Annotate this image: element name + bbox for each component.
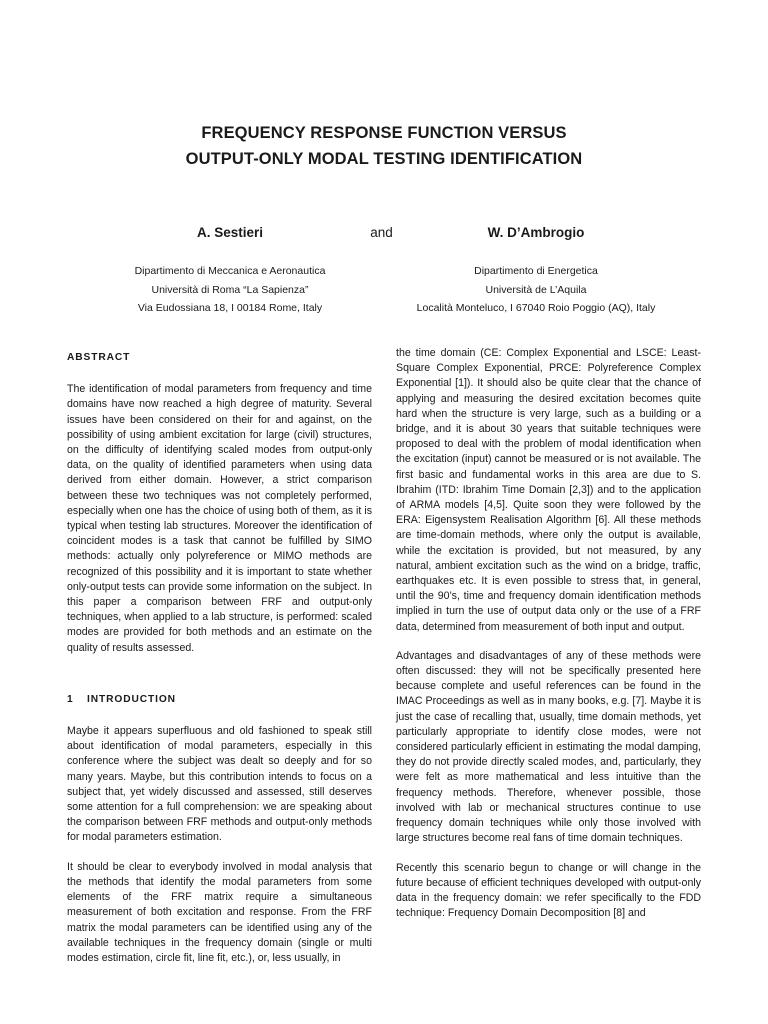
affiliation-line: Dipartimento di Meccanica e Aeronautica (134, 265, 326, 277)
author-block (0, 225, 768, 245)
intro-paragraph-2: It should be clear to everybody involved in modal analysis that the methods that identify the modal parameters from some elements of the FRF matrix require a simultaneous measurement of both excitation and response. From the FRF matrix the modal parameters can be identified using any of the available techniques in the frequency domain (single or multi modes estimation, circle fit, line fit, etc.), or, less usually, in (67, 860, 372, 964)
introduction-heading (67, 692, 372, 707)
abstract-heading: ABSTRACT (67, 352, 131, 363)
right-column (396, 346, 701, 935)
title-line-2: OUTPUT-ONLY MODAL TESTING IDENTIFICATION (185, 150, 583, 168)
section-number: 1 (67, 693, 73, 705)
abstract-text: The identification of modal parameters from frequency and time domains have now reached a high degree of maturity. Several issues have been considered on their for and against, on the possibility of using ambient excitation for large (civil) structures, on the difficulty of identifying scaled modes from output-only data, on the quality of identified parameters when using data derived from either domain. However, a strict comparison between these two techniques was not completely performed, especially when one has the choice of using both of them, as it is typical when testing lab structures. Moreover the identification of coincident modes is a task that cannot be fulfilled by SIMO methods: actually only polyreference or MIMO methods are recognized of this possibility and it is important to state whether only-output tests can provide some information on the subject. In this paper a comparison between FRF and output-only techniques, when applied to a lab structure, is performed: scaled modes are provided for both methods and an estimate on the quality of results assessed. (67, 383, 372, 654)
affiliation-line: Università de L’Aquila (485, 283, 587, 296)
right-paragraph-1: the time domain (CE: Complex Exponential and LSCE: Least-Square Complex Exponential, PRCE: Polyreference Complex Exponential [1]). It should also be quite clear that the chance of applying and measuring the desired excitation becomes quite hard when the structure is very large, such as a building or a bridge, and it is about 30 years that suitable techniques were proposed to deal with the problem of modal identification when the excitation (input) cannot be measured or is not available. The first basic and fundamental works in this area are due to S. Ibrahim (ITD: Ibrahim Time Domain [2,3]) and to the application of ARMA models [4,5]. Quite soon they were followed by the ERA: Eigensystem Realisation Algorithm [6]. All these methods are time-domain methods, where only the output is available, while the excitation is provided, but not measured, by any natural, ambient excitation such as the wind on a bridge, traffic, earthquakes etc. It is even possible to stress that, in general, until the 90’s, time and frequency domain identification methods implied in turn the use of output data only or the use of a FRF data, determined from measurement of both input and output. (396, 347, 701, 633)
affiliation-right (386, 262, 686, 318)
affiliation-line: Via Eudossiana 18, I 00184 Rome, Italy (137, 302, 323, 314)
affiliation-left (80, 262, 380, 318)
right-paragraph-2: Advantages and disadvantages of any of these methods were often discussed: they will not be specifically presented here because complete and useful references can be found in the IMAC Proceedings as well as in many books, e.g. [7]. Maybe it is just the case of recalling that, usually, time domain methods, yet particularly appropriate to identify close modes, were not considered particularly efficient in estimating the modal damping, they do not provide directly scaled modes, and, particularly, they were felt as more mathematical and less intuitive than the frequency methods. Therefore, whenever possible, those involved with lab or mechanical structures continue to use frequency domain techniques while only those involved with large structures become real fans of time domain techniques. (396, 649, 701, 845)
right-paragraph-3: Recently this scenario begun to change or will change in the future because of efficient techniques developed with output-only data in the frequency domain: we refer specifically to the FDD technique: Frequency Domain Decomposition [8] and (396, 861, 701, 920)
section-title: INTRODUCTION (87, 693, 176, 705)
intro-paragraph-1: Maybe it appears superfluous and old fashioned to speak still about identification of modal parameters, especially in this conference where the subject was dealt so deeply and for so many years. Maybe, but this contribution intends to focus on a subject that, yet widely discussed and assessed, still deserves some attention for a full comprehension: we are speaking about the comparison between FRF methods and output-only methods for modal parameters estimation. (67, 725, 372, 844)
affiliation-line: Dipartimento di Energetica (474, 265, 598, 277)
left-column (67, 346, 372, 980)
affiliation-line: Località Monteluco, I 67040 Roio Poggio (AQ), Italy (416, 302, 656, 314)
author-sestieri: A. Sestieri (196, 225, 264, 240)
paper-title (0, 120, 768, 172)
affiliation-line: Università di Roma “La Sapienza” (151, 283, 309, 296)
title-line-1: FREQUENCY RESPONSE FUNCTION VERSUS (201, 124, 567, 142)
author-conjunction: and (370, 225, 393, 240)
author-dambrogio: W. D’Ambrogio (487, 225, 585, 240)
